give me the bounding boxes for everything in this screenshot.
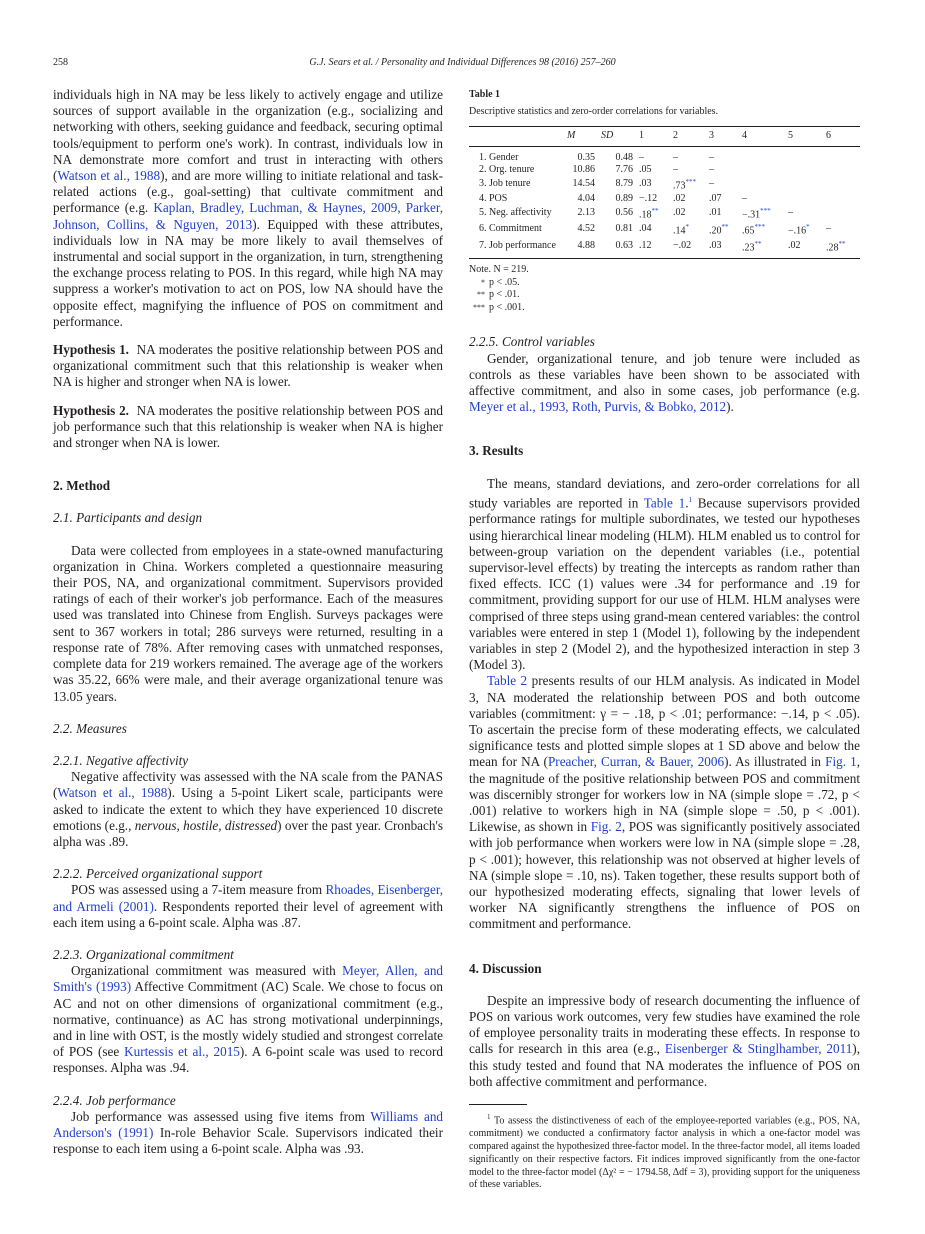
table-cell-c1: .03 (639, 178, 652, 190)
table-cell-m: 14.54 (572, 178, 595, 190)
footnote-marker[interactable]: 1 (688, 495, 692, 504)
oc-paragraph: Organizational commitment was measured with Meyer, Allen, and Smith's (1993) Affective Commitment (AC) Scale. We chose to focus on AC and not on other dimensions of organizational commitment (e.g., normative, continuance) as AC has strong motivational underpinnings, and in line with OST, is the mostly widely studied and strongest correlate of POS (see Kurtessis et al., 2015). A 6-point scale was used to record responses. Alpha was .94. (53, 963, 444, 1076)
table-header-row (469, 127, 860, 146)
fig2-link[interactable]: Fig. 2 (590, 819, 622, 835)
table-caption: Descriptive statistics and zero-order correlations for variables. (469, 106, 719, 118)
table-cell-c4: .23** (742, 238, 788, 259)
ref-link-kurtessis[interactable]: Kurtessis et al., 2015 (124, 1044, 240, 1060)
table-cell-c6: – (826, 223, 831, 235)
table-cell-m: 10.86 (572, 163, 595, 175)
table-cell-c1: .18** (639, 206, 659, 221)
table-cell-label: 6. Commitment (479, 223, 542, 235)
significance-marker[interactable]: ** (838, 239, 846, 248)
table-cell-c3: .20** (709, 223, 729, 237)
sig-note-2: ** p < .01. (477, 289, 520, 301)
table-cell-c2: – (673, 163, 678, 175)
table-cell-c3: .01 (709, 206, 722, 218)
table-cell-c4: – (742, 192, 747, 204)
method-heading: 2. Method (53, 478, 111, 494)
ref-link-meyer-roth[interactable]: Meyer et al., 1993, Roth, Purvis, & Bobko, 2012 (469, 399, 727, 415)
table-row (469, 221, 860, 238)
ref-link-kaplan-parker[interactable]: Kaplan, Bradley, Luchman, & Haynes, 2009, Parker, Johnson, Collins, & Nguyen, 2013 (53, 200, 443, 232)
ref-link-preacher[interactable]: Preacher, Curran, & Bauer, 2006 (547, 754, 725, 770)
table-cell-c3: .03 (709, 238, 742, 259)
table-body (469, 146, 860, 259)
table-cell-c1: −.12 (639, 192, 658, 204)
cv-paragraph: Gender, organizational tenure, and job tenure were included as controls as these variables have been shown to be associated with affective commitment, and also in some cases, job performance (e.g. Meyer et al., 1993, Roth, Purvis, & Bobko, 2012). (469, 350, 860, 415)
table-notes (469, 264, 860, 314)
hypothesis-2: Hypothesis 2. NA moderates the positive relationship between POS and job performance such that this relationship is weaker when NA is higher and stronger when NA is lower. (53, 402, 444, 451)
table-header-sd: SD (601, 127, 639, 146)
jp-heading: 2.2.4. Job performance (53, 1092, 176, 1108)
table-note: Note. N = 219. (469, 264, 529, 276)
footnote-divider (469, 1104, 527, 1105)
table-cell-c3: .07 (709, 192, 722, 204)
table-row (469, 176, 860, 193)
ref-link-rhoades[interactable]: Rhoades, Eisenberger, and Armeli (2001) (53, 882, 444, 914)
table-header-m: M (567, 127, 601, 146)
table-cell-c1: – (639, 151, 644, 163)
table-cell-c6 (826, 176, 860, 193)
table-cell-c5: – (788, 206, 793, 218)
table-cell-c1: .12 (639, 238, 673, 259)
table-cell-sd: 7.76 (615, 163, 633, 175)
oc-heading: 2.2.3. Organizational commitment (53, 946, 234, 962)
significance-marker[interactable]: * (685, 223, 689, 232)
table-cell-c4: −.31*** (742, 206, 771, 221)
table-header-5: 5 (788, 127, 826, 146)
page-number: 258 (53, 57, 68, 68)
table-cell-label: 3. Job tenure (479, 178, 531, 190)
table-row (469, 205, 860, 222)
table-header-6: 6 (826, 127, 860, 146)
footnote: $^1$ To assess the distinctiveness of each of the employee-reported variables (e.g., POS, NA, commitment) we conducted a confirmatory factor analysis in which a one-factor model was compared against the hypothesized three-factor model. In the three-factor model, all items loaded significantly on their respective factors. Fit indices improved significantly from the one-factor model to the three-factor model (Δχ² = − 1794.58, Δdf = 3), providing support for the uniqueness of these variables. (469, 1113, 861, 1191)
table-cell-c4: .65*** (742, 223, 765, 237)
table-cell-c6 (826, 146, 860, 164)
table-row (469, 238, 860, 259)
sig-note-1: * p < .05. (481, 276, 520, 288)
ref-link-eisenberger[interactable]: Eisenberger & Stinglhamber, 2011 (664, 1041, 853, 1057)
table-cell-c4 (742, 164, 788, 176)
table-cell-label: 2. Org. tenure (479, 163, 535, 175)
measures-heading: 2.2. Measures (53, 720, 127, 736)
journal-citation: G.J. Sears et al. / Personality and Individual Differences 98 (2016) 257–260 (309, 57, 616, 68)
table-header-label (469, 127, 567, 146)
table-cell-c5: .02 (788, 238, 826, 259)
table-cell-sd: 0.81 (615, 223, 633, 235)
table-cell-c2: .73*** (673, 178, 696, 192)
table-cell-c2: .02 (673, 192, 686, 204)
table-cell-label: 1. Gender (479, 151, 519, 163)
discussion-heading: 4. Discussion (469, 960, 542, 976)
cv-heading: 2.2.5. Control variables (469, 334, 595, 350)
table-cell-c2: .14* (673, 223, 689, 237)
table-cell-c4 (742, 146, 788, 164)
results-paragraph-2: Table 2 presents results of our HLM analysis. As indicated in Model 3, NA moderated the relationship between POS and both outcome variables (commitment: γ = − .18, p < .01; performance: −.14, p < .05). To ascertain the precise form of these moderating effects, we calculated significance tests and plotted simple slopes at 1 SD above and below the mean for NA (Preacher, Curran, & Bauer, 2006). As illustrated in Fig. 1, the magnitude of the positive relationship between POS and commitment was discernibly stronger for workers low in NA (simple slope = .72, p < .001) relative to workers high in NA (simple slope = .50, p < .001). Likewise, as shown in Fig. 2, POS was significantly positively associated with job performance when workers were low in NA (simple slope = .28, p < .001); however, this relationship was not observed at higher levels of NA (simple slope = .10, ns). Taken together, these results support both of our hypothesized moderating effects, signaling that lower levels of worker NA significantly strengthens the influence of POS on commitment and performance. (469, 673, 860, 932)
table-row (469, 193, 860, 205)
table-cell-m: 2.13 (577, 206, 595, 218)
ref-link-watson-2[interactable]: Watson et al., 1988 (57, 785, 168, 801)
table-cell-c6 (826, 205, 860, 222)
table-cell-label: 5. Neg. affectivity (479, 206, 552, 218)
table-row (469, 146, 860, 164)
significance-marker[interactable]: *** (754, 223, 765, 232)
table-cell-c5: −.16* (788, 223, 810, 237)
discussion-paragraph: Despite an impressive body of research documenting the influence of POS on various work outcomes, very few studies have examined the role of employee personality traits in moderating these effects. In response to calls for research in this area (e.g., Eisenberger & Stinglhamber, 2011), this study tested and found that NA moderates the influence of POS on both affective commitment and performance. (469, 992, 860, 1089)
jp-paragraph: Job performance was assessed using five items from Williams and Anderson's (1991) In-role Behavior Scale. Supervisors indicated their response to each item using a 6-point scale. Alpha was .93. (53, 1108, 444, 1157)
table-cell-label: 4. POS (479, 192, 508, 204)
table-cell-c6 (826, 193, 860, 205)
ref-link-meyer[interactable]: Meyer, Allen, and Smith's (1993) (53, 963, 444, 995)
table-cell-label: 7. Job performance (469, 238, 567, 259)
significance-marker[interactable]: ** (721, 223, 729, 232)
table-cell-c5 (788, 164, 826, 176)
table-header-4: 4 (742, 127, 788, 146)
table-header-2: 2 (673, 127, 709, 146)
pos-paragraph: POS was assessed using a 7-item measure from Rhoades, Eisenberger, and Armeli (2001). Respondents reported their level of agreement with each item using a 6-point scale. Alpha was .87. (53, 882, 444, 930)
table-cell-c1: .05 (639, 163, 652, 175)
significance-marker[interactable]: *** (760, 206, 771, 215)
table-label: Table 1 (469, 89, 501, 100)
table-cell-c4 (742, 176, 788, 193)
correlation-table (469, 126, 860, 259)
table-cell-c1: .04 (639, 223, 652, 235)
table1-link[interactable]: Table 1 (643, 495, 686, 511)
pos-heading: 2.2.2. Perceived organizational support (53, 866, 263, 882)
table-cell-c2: −.02 (673, 238, 709, 259)
table-cell-sd: 0.63 (601, 238, 639, 259)
hypothesis-1: Hypothesis 1. NA moderates the positive relationship between POS and organizational commitment such that this relationship is weaker when NA is higher and stronger when NA is lower. (53, 342, 444, 390)
table-cell-sd: 0.89 (615, 192, 633, 204)
fig1-link[interactable]: Fig. 1 (825, 754, 857, 770)
table-cell-c3: – (709, 151, 714, 163)
participants-heading: 2.1. Participants and design (53, 510, 203, 526)
na-heading: 2.2.1. Negative affectivity (53, 752, 189, 768)
results-heading: 3. Results (469, 443, 524, 459)
significance-marker[interactable]: ** (754, 239, 762, 248)
table-cell-c3: – (709, 163, 714, 175)
sig-note-3: *** p < .001. (473, 301, 525, 313)
table-cell-c3: – (709, 178, 714, 190)
table-cell-c5 (788, 193, 826, 205)
significance-marker[interactable]: *** (685, 178, 696, 187)
table-cell-m: 4.04 (577, 192, 595, 204)
table-cell-c6: .28** (826, 238, 860, 259)
table-cell-m: 4.88 (567, 238, 601, 259)
table-header-3: 3 (709, 127, 742, 146)
table-cell-c2: – (673, 151, 678, 163)
table-cell-m: 4.52 (577, 223, 595, 235)
na-paragraph: Negative affectivity was assessed with the NA scale from the PANAS (Watson et al., 1988). Using a 5-point Likert scale, participants were asked to indicate the extent to which they have experienced 10 discrete emotions (e.g., nervous, hostile, distressed) over the past year. Cronbach's alpha was .89. (53, 769, 443, 849)
intro-paragraph: individuals high in NA may be less likely to actively engage and utilize sources of support available in the organization (e.g., socializing and networking with others, seeking guidance and feedback, securing optimal tools/equipment to perform one's work). In contrast, individuals low in NA demonstrate more comfort and trust in interacting with others (Watson et al., 1988), and are more willing to initiate relational and task-related actions (e.g., goal-setting) that cultivate commitment and performance (e.g. Kaplan, Bradley, Luchman, & Haynes, 2009, Parker, Johnson, Collins, & Nguyen, 2013). Equipped with these attributes, individuals low in NA may be more likely to avail themselves of instrumental and social support in the organization, in turn, strengthening the exchange process relating to POS. In this regard, while high NA may suppress a worker's motivation to act on POS, low NA should have the opposite effect, magnifying the influence of POS on commitment and performance. (53, 87, 444, 329)
participants-paragraph: Data were collected from employees in a state-owned manufacturing organization in China. Workers completed a questionnaire measuring their POS, NA, and organizational commitment. Supervisors provided ratings of each of their worker's job performance. Each of the measures used was translated into Chinese from English. Surveys packages were sent to 367 workers in total; 286 surveys were returned, resulting in a response rate of 78%. After removing cases with unmatched responses, complete data for 219 workers remained. The average age of the workers was 35.22, 66% were male, and their average organizational tenure was 13.05 years. (53, 542, 443, 704)
table-cell-c5 (788, 146, 826, 164)
table-cell-c5 (788, 176, 826, 193)
table-cell-c6 (826, 164, 860, 176)
significance-marker[interactable]: * (806, 223, 810, 232)
ref-link-williams[interactable]: Williams and Anderson's (1991) (53, 1108, 444, 1140)
table2-link[interactable]: Table 2 (487, 673, 528, 689)
table-cell-sd: 8.79 (615, 178, 633, 190)
table-cell-m: 0.35 (577, 151, 595, 163)
results-paragraph-1: The means, standard deviations, and zero-order correlations for all study variables are reported in Table 1.$^1$ Because supervisors provided performance ratings for multiple subordinates, we tested our hypotheses using hierarchical linear modeling (HLM). HLM enabled us to control for between-group variation on the dependent variables (i.e., potential supervisor-level effects) by treating the intercepts as random rather than fixed effects. ICC (1) values were .34 for performance and .19 for commitment, providing support for our use of HLM. HLM analyses were comprised of three steps using grand-mean centered variables: the control variables were entered in step 1 (Model 1), following by the independent variables in step 2 (Model 2), and the hypothesized interaction in step 3 (Model 3). (469, 475, 860, 673)
table-cell-sd: 0.56 (615, 206, 633, 218)
significance-marker[interactable]: ** (651, 206, 659, 215)
table-row (469, 164, 860, 176)
left-column (53, 87, 443, 1157)
table-header-1: 1 (639, 127, 673, 146)
table-cell-sd: 0.48 (615, 151, 633, 163)
table-cell-c2: .02 (673, 206, 686, 218)
right-column (469, 87, 860, 1192)
ref-link-watson[interactable]: Watson et al., 1988 (57, 168, 161, 184)
